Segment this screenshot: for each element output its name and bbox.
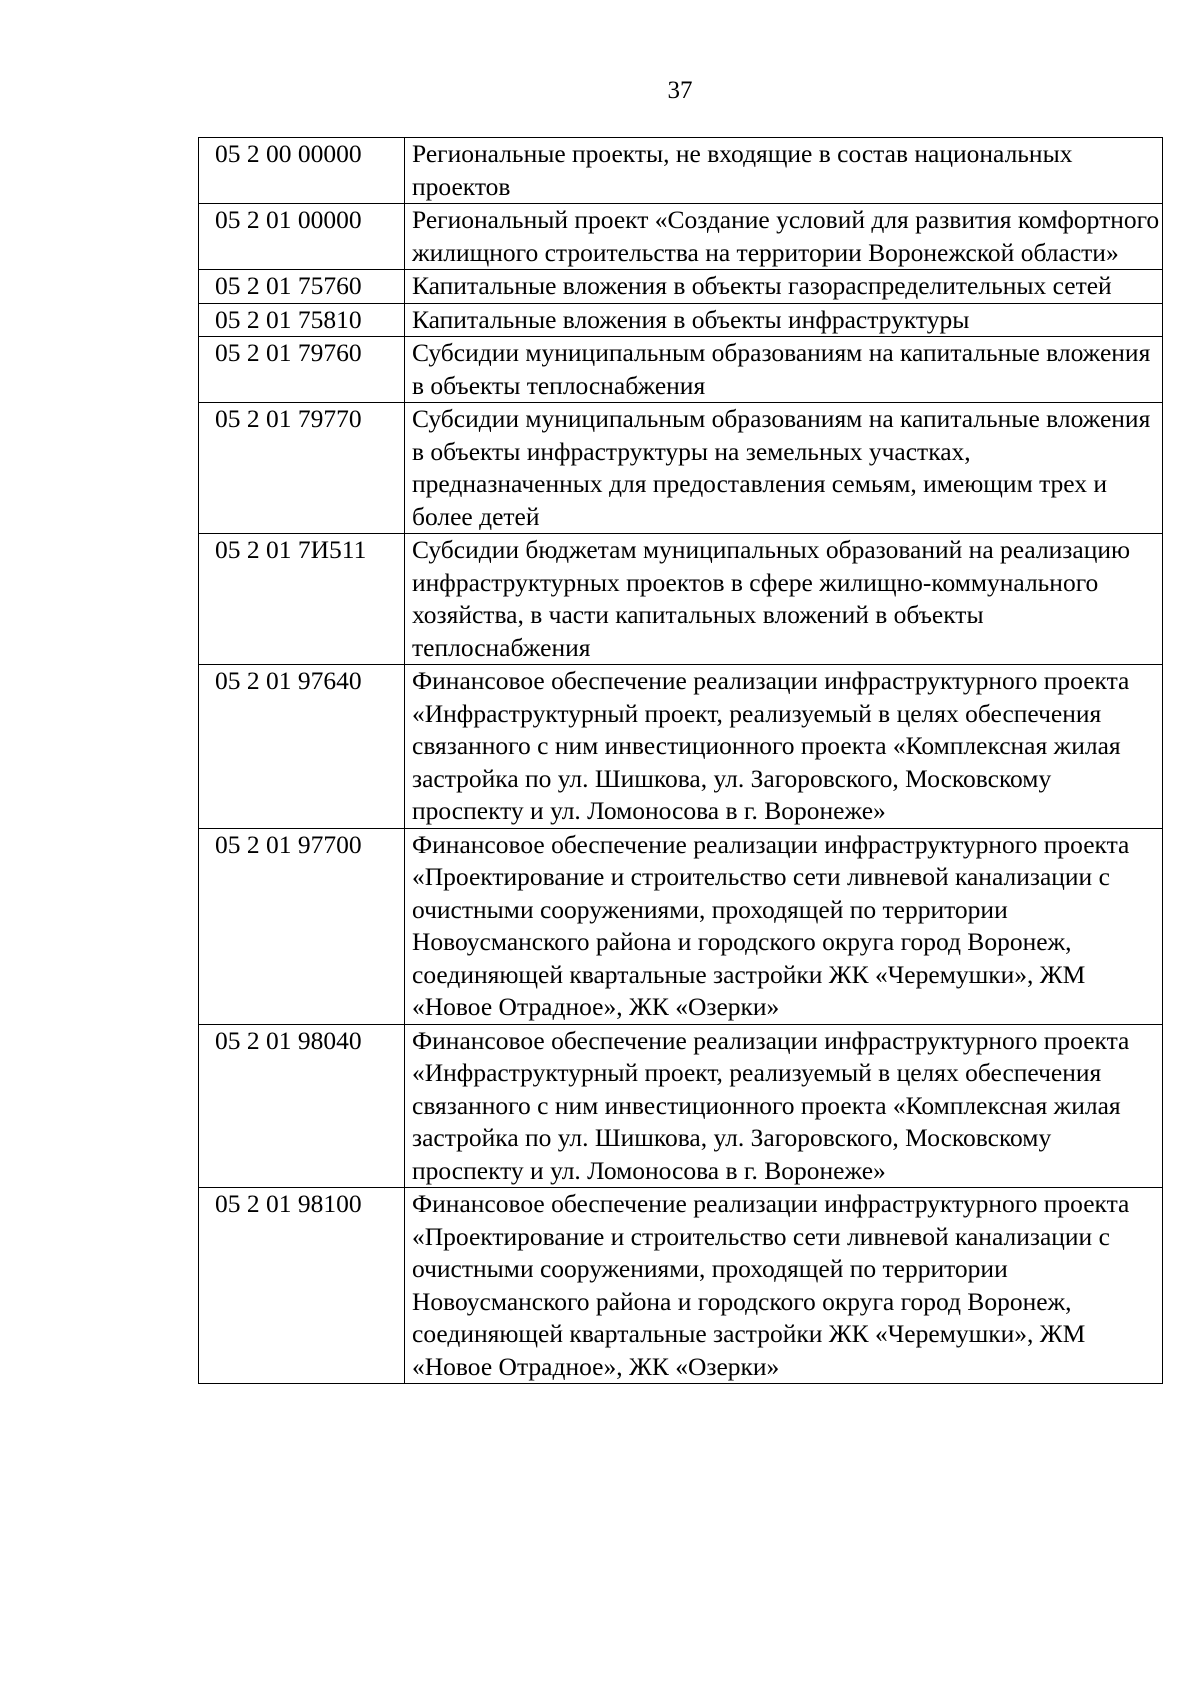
- table-row: [199, 665, 1163, 829]
- code-cell: 05 2 01 98100: [199, 1188, 405, 1384]
- table-row: [199, 270, 1163, 304]
- table-row: [199, 1024, 1163, 1188]
- table-row: [199, 204, 1163, 270]
- name-cell: Финансовое обеспечение реализации инфраструктурного проекта «Инфраструктурный проект, реализуемый в целях обеспечения связанного с ним инвестиционного проекта «Комплексная жилая застройка по ул. Шишкова, ул. Загоровского, Московскому проспекту и ул. Ломоносова в г. Воронеже»: [405, 665, 1163, 829]
- name-cell: Субсидии бюджетам муниципальных образований на реализацию инфраструктурных проектов в сфере жилищно-коммунального хозяйства, в части капитальных вложений в объекты теплоснабжения: [405, 534, 1163, 665]
- code-cell: 05 2 01 00000: [199, 204, 405, 270]
- page-number: 37: [667, 77, 693, 104]
- name-cell: Капитальные вложения в объекты газораспределительных сетей: [405, 270, 1163, 304]
- name-cell: Финансовое обеспечение реализации инфраструктурного проекта «Инфраструктурный проект, реализуемый в целях обеспечения связанного с ним инвестиционного проекта «Комплексная жилая застройка по ул. Шишкова, ул. Загоровского, Московскому проспекту и ул. Ломоносова в г. Воронеже»: [405, 1024, 1163, 1188]
- name-cell: Финансовое обеспечение реализации инфраструктурного проекта «Проектирование и строительство сети ливневой канализации с очистными сооружениями, проходящей по территории Новоусманского района и городского округа город Воронеж, соединяющей квартальные застройки ЖК «Черемушки», ЖМ «Новое Отрадное», ЖК «Озерки»: [405, 828, 1163, 1024]
- name-cell: Региональный проект «Создание условий для развития комфортного жилищного строительства на территории Воронежской области»: [405, 204, 1163, 270]
- table-row: [199, 1188, 1163, 1384]
- code-cell: 05 2 01 98040: [199, 1024, 405, 1188]
- table-row: [199, 337, 1163, 403]
- name-cell: Субсидии муниципальным образованиям на капитальные вложения в объекты теплоснабжения: [405, 337, 1163, 403]
- code-cell: 05 2 01 75760: [199, 270, 405, 304]
- name-cell: Региональные проекты, не входящие в состав национальных проектов: [405, 138, 1163, 204]
- code-cell: 05 2 01 75810: [199, 303, 405, 337]
- table-row: [199, 303, 1163, 337]
- budget-codes-table: [198, 137, 1163, 1384]
- code-cell: 05 2 01 97640: [199, 665, 405, 829]
- table-row: [199, 403, 1163, 534]
- name-cell: Финансовое обеспечение реализации инфраструктурного проекта «Проектирование и строительство сети ливневой канализации с очистными сооружениями, проходящей по территории Новоусманского района и городского округа город Воронеж, соединяющей квартальные застройки ЖК «Черемушки», ЖМ «Новое Отрадное», ЖК «Озерки»: [405, 1188, 1163, 1384]
- table-row: [199, 534, 1163, 665]
- code-cell: 05 2 01 79760: [199, 337, 405, 403]
- name-cell: Капитальные вложения в объекты инфраструктуры: [405, 303, 1163, 337]
- code-cell: 05 2 01 97700: [199, 828, 405, 1024]
- code-cell: 05 2 01 79770: [199, 403, 405, 534]
- name-cell: Субсидии муниципальным образованиям на капитальные вложения в объекты инфраструктуры на земельных участках, предназначенных для предоставления семьям, имеющим трех и более детей: [405, 403, 1163, 534]
- code-cell: 05 2 00 00000: [199, 138, 405, 204]
- code-cell: 05 2 01 7И511: [199, 534, 405, 665]
- table-row: [199, 828, 1163, 1024]
- table-row: [199, 138, 1163, 204]
